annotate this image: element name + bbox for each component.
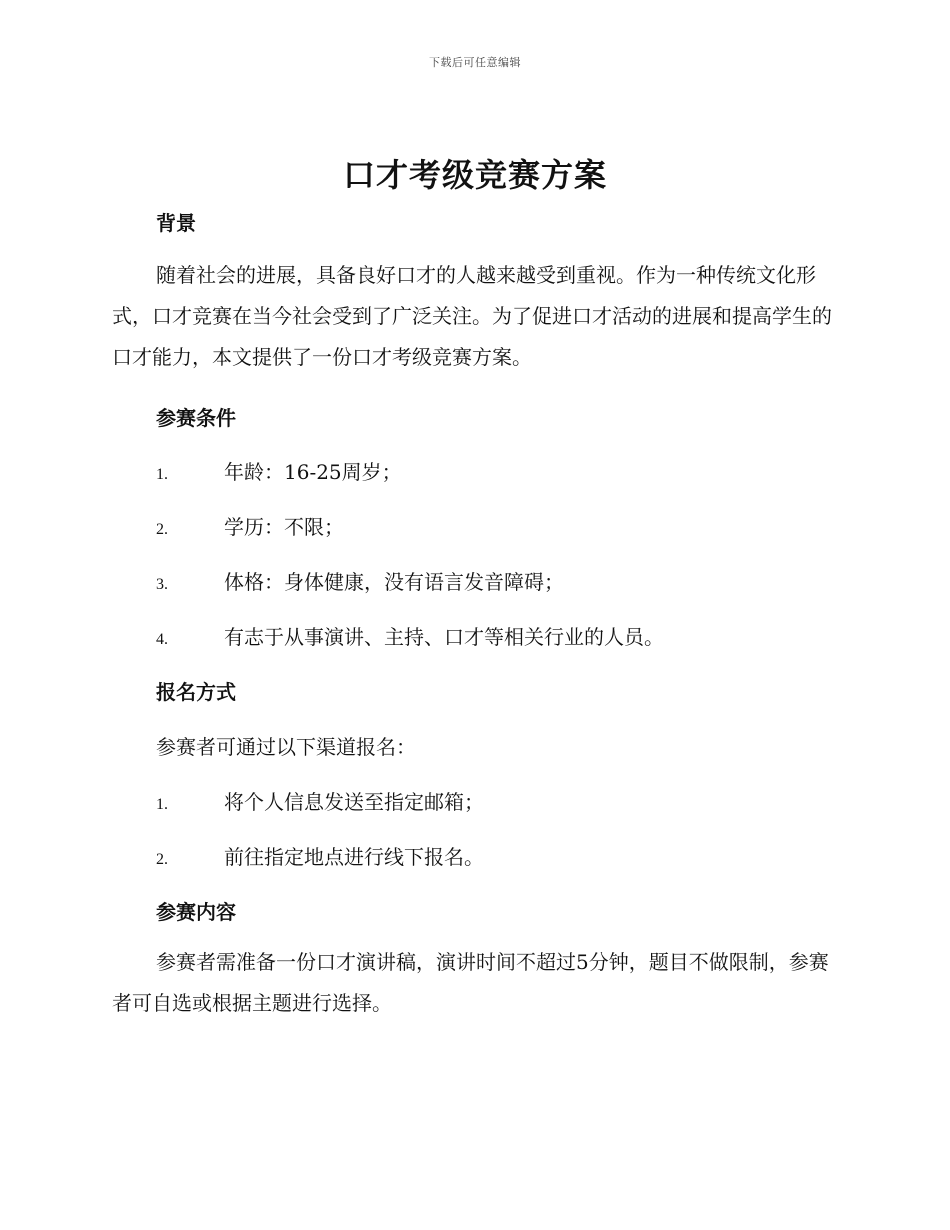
eligibility-list-item <box>156 621 876 650</box>
section-heading-eligibility: 参赛条件 <box>156 406 236 430</box>
eligibility-list-item <box>156 456 876 485</box>
list-number: 1. <box>156 466 168 483</box>
list-number: 2. <box>156 851 168 868</box>
list-number: 1. <box>156 796 168 813</box>
list-text: 将个人信息发送至指定邮箱； <box>224 790 484 814</box>
background-paragraph: 随着社会的进展，具备良好口才的人越来越受到重视。作为一种传统文化形式，口才竞赛在当今社会受到了广泛关注。为了促进口才活动的进展和提高学生的口才能力，本文提供了一份口才考级竞赛方案。 <box>112 263 832 369</box>
list-text: 年龄：16-25周岁； <box>224 460 402 484</box>
page-header-note: 下载后可任意编辑 <box>429 56 521 69</box>
registration-list-item <box>156 786 876 815</box>
list-text: 有志于从事演讲、主持、口才等相关行业的人员。 <box>224 625 664 649</box>
document-title: 口才考级竞赛方案 <box>342 156 607 194</box>
list-number: 2. <box>156 521 168 538</box>
list-text: 前往指定地点进行线下报名。 <box>224 845 484 869</box>
content-paragraph: 参赛者需准备一份口才演讲稿，演讲时间不超过5分钟，题目不做限制，参赛者可自选或根据主题进行选择。 <box>112 950 829 1015</box>
list-text: 学历：不限； <box>224 515 344 539</box>
list-number: 3. <box>156 576 168 593</box>
section-heading-background: 背景 <box>156 211 196 235</box>
registration-intro: 参赛者可通过以下渠道报名： <box>156 735 416 759</box>
section-heading-content: 参赛内容 <box>156 900 236 924</box>
eligibility-list-item <box>156 566 876 595</box>
registration-list-item <box>156 841 876 870</box>
list-text: 体格：身体健康，没有语言发音障碍； <box>224 570 564 594</box>
list-number: 4. <box>156 631 168 648</box>
eligibility-list-item <box>156 511 876 540</box>
section-heading-registration: 报名方式 <box>156 680 236 704</box>
